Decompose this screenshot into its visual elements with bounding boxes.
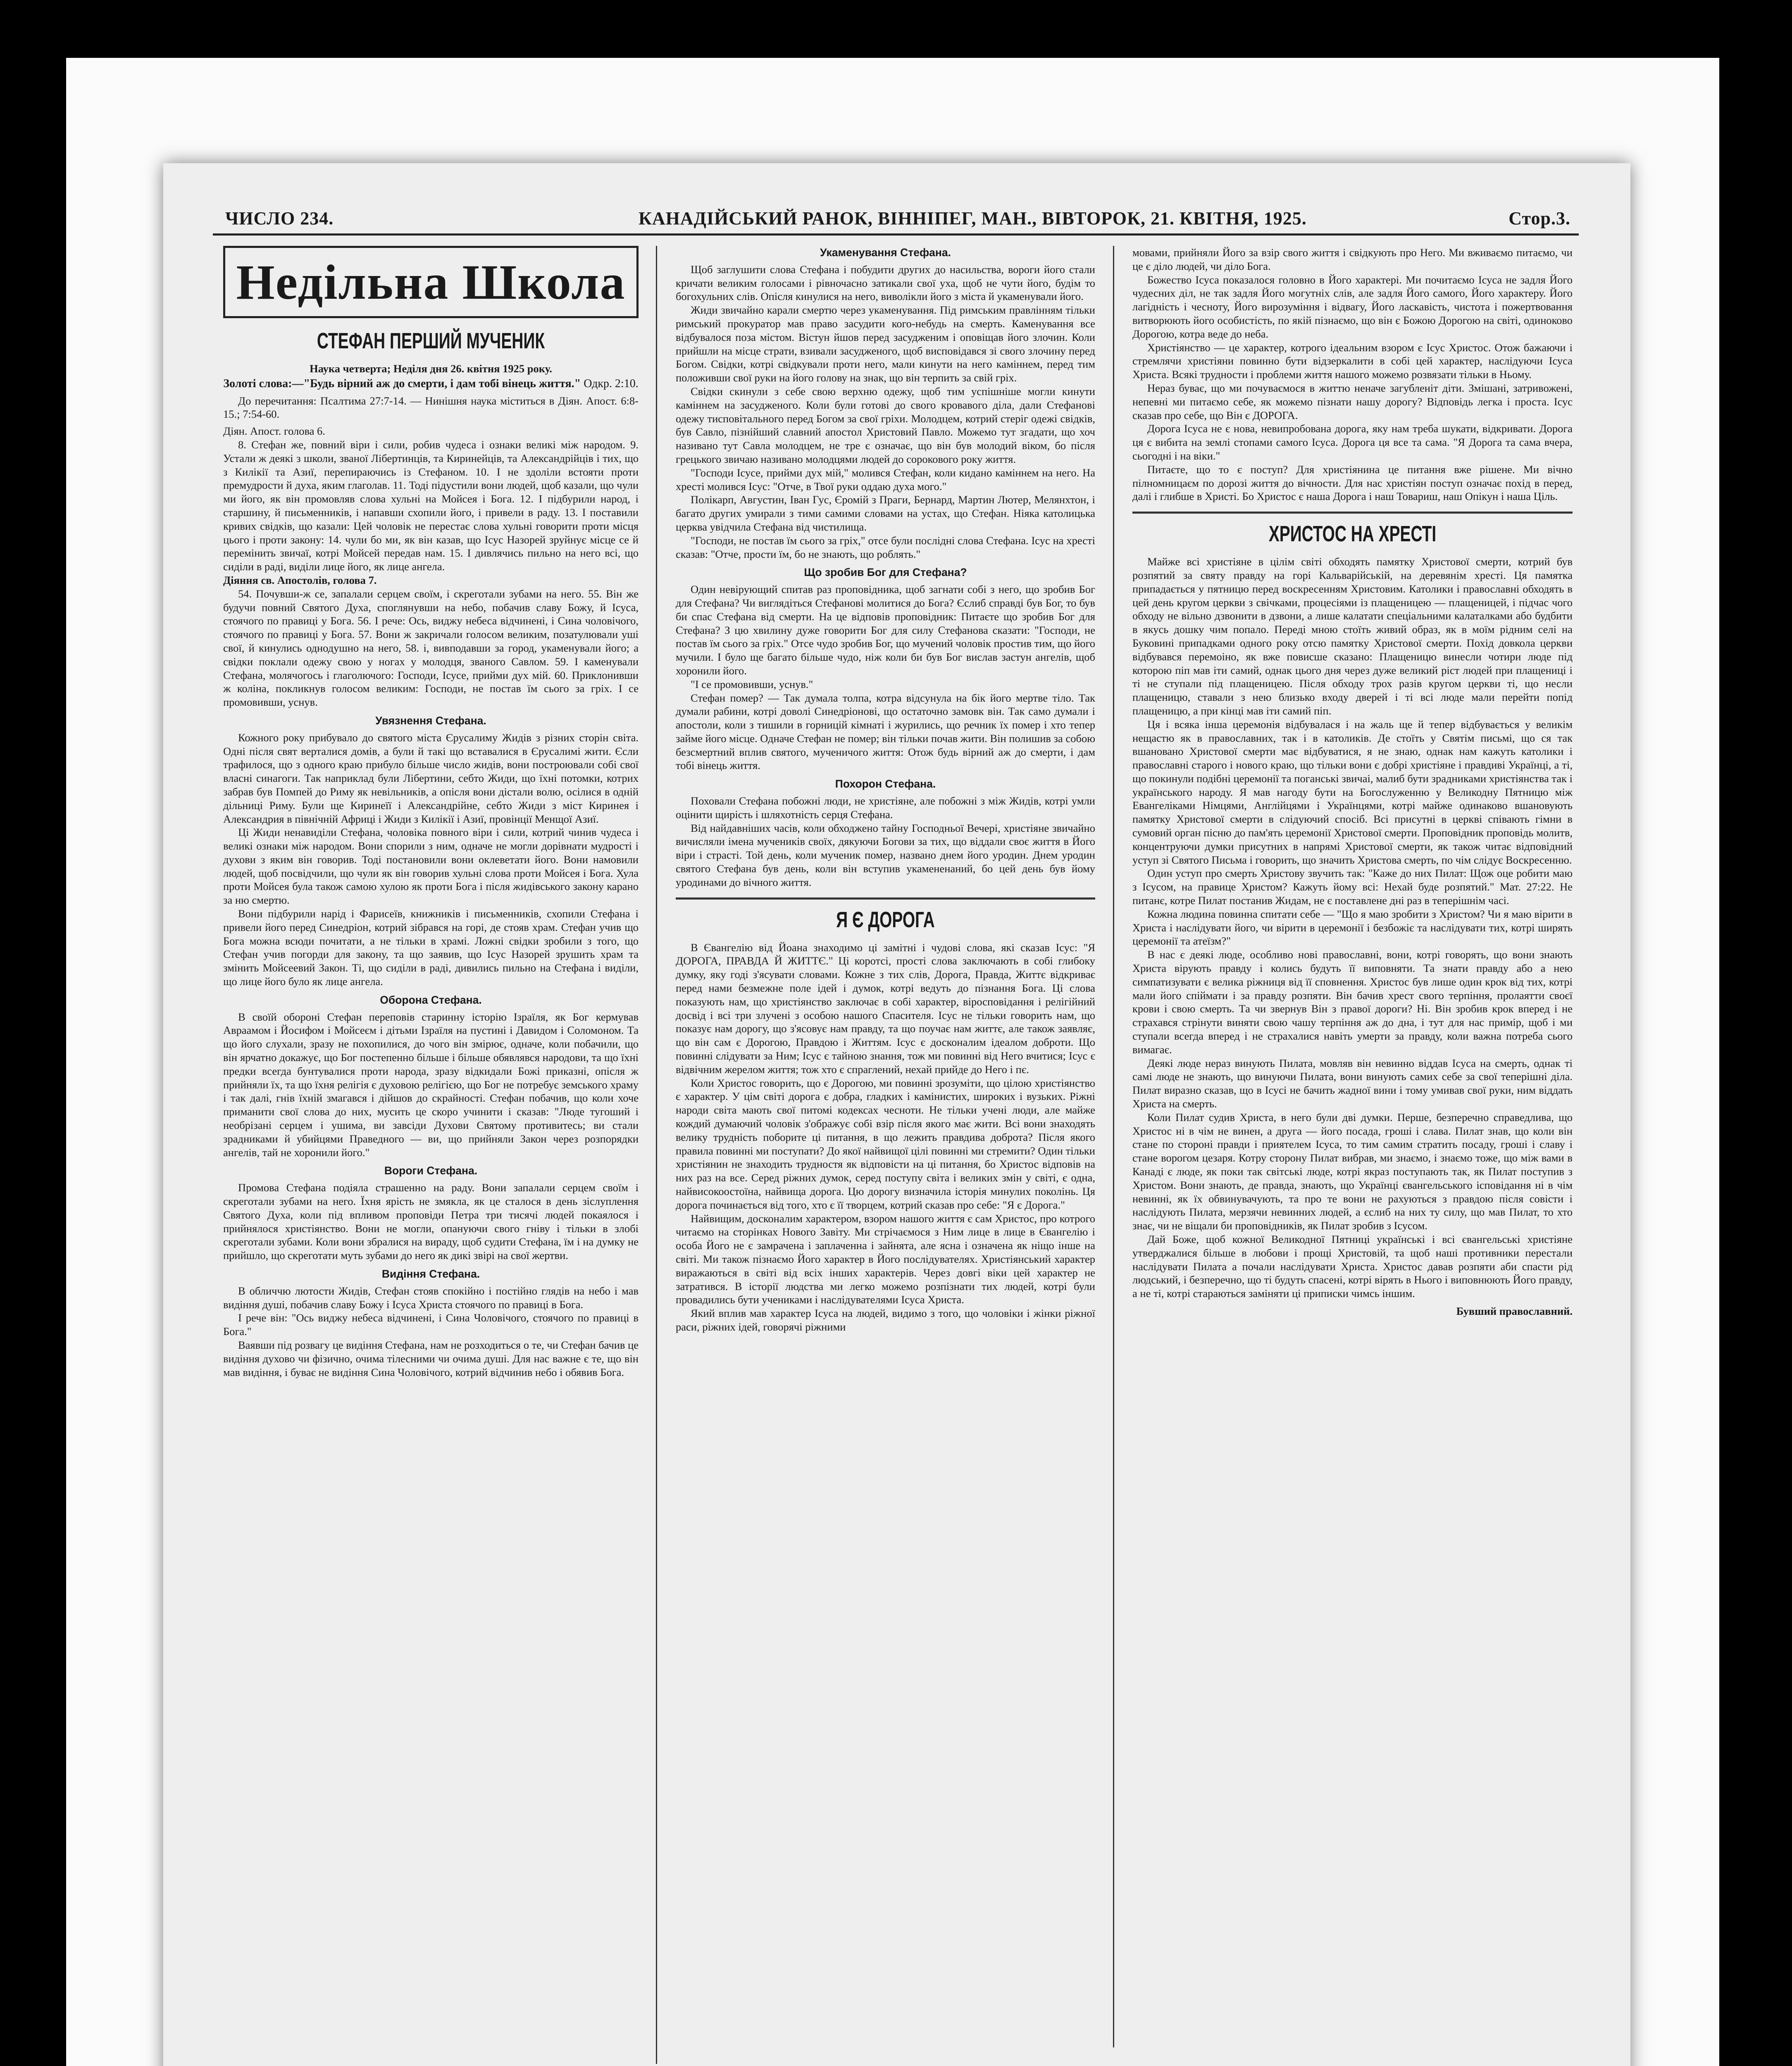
page-number: Стор.3. [1508, 208, 1570, 228]
column-rule [656, 246, 657, 2064]
paragraph: Ця і всяка інша церемонія відбувалася і на жаль ще й тепер відбувається у великім нещастю як в православних, так і в католиків. Де стоїть у Святім письмі, що ся так вшановано Христової смерти має відбуватися, я не знаю, однак нам кажуть католики і православні старого і нового краю, що тільки вони є добрі христіяне і правдиві Українці, а ті, що покинули подібні церемонії та поганські звичаі, малиб бути зрадниками христіянства так і українського народу. Я мав нагоду бути на Богослуженню у Великодну Пятницю між Евангеліками Німцями, Англійцями і Українцями, котрі майже одинаково вшановують памятку Христової смерти в слідуючий спосіб. Всі присутні в церкві співають гімни в сумовий орган пісню до пам'ять церемонії Христової смерти. Проповідник проповідь молитв, концентруючи думки присутних в напрямі Христової смерти, як також читає відповідний уступ зі Святого Письма і говорить, що значить Христова смерть, по чім слідує Воскресенню. [1132, 718, 1573, 866]
column-left [223, 246, 639, 2066]
section-heading: Вороги Стефана. [384, 1164, 478, 1177]
paragraph: Свідки скинули з себе свою верхню одежу, щоб тим успішніше могли кинути каміннем на засудженого. Коли були готові до свого кровавого діла, дали Стефанові одежу тисповітального перед Богом за свої гріхи. Молодцем, котрий стеріг одежі свідків, був Савло, пізнійший славний апостол Христовий Павло. Можемо тут згадати, що хоч називано тут Савла молодцем, не тре є означає, що він був молодий віком, бо після грецького звичаю називано молодцями людей до сорокового року життя. [676, 385, 1095, 465]
paragraph: В нас є деякі люде, особливо нові православні, вони, котрі говорять, що вони знають Христа вірують правду і колись будуть її виповняти. Та знати правду або а нею симпатизувати є велика ріжниця від її сповнення. Христос був лише один крок від тих, котрі мали його спіймати і за правду розпяти. Він бачив хрест свого терпіння, пролаятти своєї крови і свою смерть. Та чи звернув Він з правої дороги? Ні. Він зробив крок вперед і не страхався стрінути виняти свою чашу терпіння аж до дна, і тут для нас примір, щоб і ми ступали всегда вперед і не страхалися навіть умерти за правду, коли важна потреба сього вимагає. [1132, 948, 1573, 1056]
masthead: КАНАДІЙСЬКИЙ РАНОК, ВІННІПЕГ, МАН., ВІВТОРОК, 21. КВІТНЯ, 1925. [639, 208, 1307, 228]
paragraph: Майже всі христіяне в цілім світі обходять памятку Христової смерти, котрий був розпятий за святу правду на горі Кальварійській, на деревянім хресті. Ця памятка припадається у пятницю перед воскресенням Христовим. Католики і православні обходять в цей день кругом церкви з свічками, процесіями із плащеницею — плащеницей, і підчас чого обходу не вільно дзвонити в дзвони, а лише калатати спеціальними калаталками або будбити в якусь дошку чим попало. Переді мною стоїть живий образ, як в моїм рідним селі на Буковині припадками одного року отсю памятку Христової смерти. Похід довкола церкви відбувався перемоіно, як вже повисше сказано: Плащеницю винесли чотири люде під которою піп мав іти самий, однак цього дня через дуже великий ріст людей при плащениці і ті не ступали під плащеницею. Після обходу трох разів кругом церкви ті, що несли плащеницю, ставали з нею близько входу дверей і ті всі люде мали перейти попід плащеницю, а при кінці мав іти самий піп. [1132, 555, 1573, 717]
page-header [213, 208, 1579, 236]
issue-number: ЧИСЛО 234. [225, 208, 334, 228]
paragraph: Деякі люде нераз винують Пилата, мовляв він невинно віддав Ісуса на смерть, однак ті самі люде не знають, що винуючи Пилата, вони винують самих себе за свої теперішні діла. Пилат виразно сказав, що в Ісусі не бачить жадної вини і тому умивав свої руки, ним віддать Христа на смерть. [1132, 1057, 1573, 1110]
section-heading: Похорон Стефана. [835, 778, 936, 790]
paragraph: Один невірующий спитав раз проповідника, щоб загнати собі з него, що зробив Бог для Стефана? Чи виглядіться Стефанові молитися до Бога? Єслиб справді був Бог, то був би спас Стефана від смерти. На це відповів проповідник: Питаєте що зробив Бог для Стефана? З цю хвилину дуже говорити Бог для силу Стефанова сказати: "Господи, не постав їм сього за гріх." Отсе чудо зробив Бог, що мучений чоловік простив тим, що його мучили. І було ще багато більше чудо, ніж коли би був Бог вислав застун ангелів, щоб хоронили його. [676, 583, 1095, 677]
article-separator [676, 897, 1095, 900]
article-headline: ХРИСТОС НА ХРЕСТІ [1268, 521, 1437, 547]
golden-text [223, 377, 639, 391]
paragraph: Ці Жиди ненавиділи Стефана, чоловіка повного віри і сили, котрий чинив чудеса і великі ознаки між народом. Вони спорили з ним, одначе не могли дорівнати мудрості і духови з яким він говорив. Тоді постановили вони оклеветати його. Вони намовили людей, щоб посвідчили, що чули як він говорив хульні слова проти Мойсея і Бога. Хула проти Мойсея була також самою хулою як проти Бога і після жидівського закону карано за ню смертю. [223, 826, 639, 907]
sunday-school-title: Недільна Школа [236, 254, 626, 309]
lesson-line: Наука четверта; Неділя дня 26. квітня 1925 року. [310, 362, 552, 375]
sunday-school-box [223, 246, 639, 318]
golden-text-quote: Золоті слова:—"Будь вірний аж до смерти, і дам тобі вінець життя." [223, 377, 581, 390]
paragraph: Від найдавніших часів, коли обходжено тайну Господньої Вечері, христіяне звичайно вичисляли імена мучеників своїх, дякуючи Богови за тих, що віддали своє життя в Його віри і страсті. Той день, коли мученик помер, названо днем його уродин. Днем уродин святого Стефана був день, коли він вступив укамененаний, бо цей день був йому уродинами до вічного життя. [676, 821, 1095, 888]
paragraph: Коли Пилат судив Христа, в него були дві думки. Перше, безперечно справедлива, що Христос ні в чім не винен, а друга — його посада, гроші і слава. Пилат знав, що коли він стане по стороні правди і приятелем Ісуса, то тим самим стратить посаду, гроші і славу і стане ворогом цезаря. Котру сторону Пилат вибрав, ми знаємо, і знаємо тоже, що між вами в Канаді є люде, як поки так світські люде, котрі якраз поступають так, як Пилат поступив з Христом. Вони знають, де правда, знають, що Українці євангельського ісповідання ні в чім невинні, як їх обвинувачують, та про те вони не рахуються з правдою після совісти і наслідують Пилата, мерзячи невинних людей, а єслиб на них ту силу, що мав Пилат, то хто знає, чи не віщали би проповідників, як Пилат зробив з Ісусом. [1132, 1111, 1573, 1232]
paragraph: Один уступ про смерть Христову звучить так: "Каже до них Пилат: Щож оце робити маю з Ісусом, на правице Христом? Кажуть йому всі: Нехай буде розпятий." Мат. 27:22. Не питанє, котре Пилат постанив Жидам, не є поставлене дні раз в теперішнім часі. [1132, 867, 1573, 907]
paragraph: Який вплив мав характер Ісуса на людей, видимо з того, що чоловіки і жінки ріжної раси, ріжних ідей, говорячі ріжними [676, 1307, 1095, 1333]
paragraph: Божество Ісуса показалося головно в Його характері. Ми почитаємо Ісуса не задля Його чудесних діл, не так задля Його могутніх слів, але задля Його самого, Його характеру. Його лагідність і чесноту, Його вирозуміння і відвагу, Його ласкавість, чистота і пожертвовання витворюють його особистість, по якій пізнаємо, що він є Божою Дорогою на світі, одиноково Дорогою, котра веде до неба. [1132, 273, 1573, 340]
paragraph: Вони підбурили нарід і Фарисеїв, книжників і письменників, схопили Стефана і привели його перед Синедріон, котрий зібрався на горі, де стояв храм. Стефан учив що Бога можна всюди почитати, а не тільки в храмі. Ложні свідки зробили з того, що Стефан учив погорди для закону, та що заявив, що Ісус Назорей зрушить храм та змінить Мойсеевий Закон. Ті, що сиділи в раді, дивились пильно на Стефана і виділи, що лице його було як лице ангела. [223, 907, 639, 988]
paragraph: Полікарп, Августин, Іван Гус, Єромій з Праги, Бернард, Мартин Лютер, Мелянхтон, і багато других умирали з тими самими словами на устах, що Стефан. Ніяка католицька церква увідчила Стефана від чистилища. [676, 493, 1095, 533]
chapter-label: Діяння св. Апостолів, голова 7. [223, 574, 377, 586]
paragraph: Промова Стефана подіяла страшенно на раду. Вони запалали серцем своїм і скреготали зубами на него. Їхня ярість не змякла, як це сталося в день зіслуплення Святого Духа, коли під впливом проповіди Петра три тисячі людей покаялося і прийнялося христіянство. Вони не могли, опануючи свого гніву і тільки в злобі скреготали зубами. Коли вони збралися на вираду, щоб судити Стефана, їм і на думку не прийшло, що скреготати муть зубами до него як дикі звірі на свої жертви. [223, 1181, 639, 1262]
paragraph: Кожного року прибувало до святого міста Єрусалиму Жидів з різних сторін світа. Одні після свят верталися домів, а були й такі що вставалися в Єрусалимі жити. Єсли трафилося, що з одного краю прибуло більше число жидів, вони построювали собі свої власні синагоги. Так наприклад були Лібертини, себто Жиди, що їхні потомки, котрих забрав був Помпей до Риму як невільників, а опісля вони дістали волю, осілися в одній дільниці Риму. Були ще Киринеїї і Александрійне, себто Жиди з міст Киринея і Александрия в північній Африці і Жиди з Килікії і Азиї, провінції Менщої Азиї. [223, 731, 639, 825]
paragraph: В своїй обороні Стефан переповів старинну історію Ізраїля, як Бог кермував Авраамом і Йосифом і Мойсеєм і дітьми Ізраїля на пустині і Давидом і Соломоном. Та що його слухали, зразу не похопилися, до чого він змірює, одначе, коли побачили, що він ярчатно докажує, що Бог постепенно більше і більше обявлявся народови, та що їхні предки всегда бунтувалися проти народа, зразу відкидали Божі приказні, опісля ж прийняли їх, та що їхня релігія є духовою релігією, що Бог не потребує земського храму і так далі, гнів їхній змагався і дійшов до скрайності. Стефан побачив, що коли хоче приманити свої слова до них, мусить це скоро учинити і сказав: "Люде тугоший і необрізані серцем і ушима, ви завсіди Духови Святому противитесь; ви стали зрадниками й убийцями Праведного — ви, що прийняли Закон через розпорядки ангелів, тай не хоронили його." [223, 1010, 639, 1159]
article-separator [1132, 512, 1573, 514]
paragraph: Стефан помер? — Так думала толпа, котра відсунула на бік його мертве тіло. Так думали рабини, котрі доволі Синедріонові, що остаточно замовк він. Так само думали і апостоли, коли з тишили в горницій кімнаті і журились, що речник їх помер і хто тепер займе його місце. Одначе Стефан не помер; він тільки почав жити. Він полишив за собою безсмертний вплив святого, мученичого життя: Отож будь вірний аж до смерти, і дам тобі вінець життя. [676, 691, 1095, 772]
paragraph: Питаєте, що то є поступ? Для христіянина це питання вже рішене. Ми вічно пілномницаєм по дорозі життя до вічности. Для нас христіян поступ означає похід в перед, далі і глибше в Христі. Бо Христос є наша Дорога і наш Товариш, наш Опікун і наша Ціль. [1132, 463, 1573, 503]
paragraph: "І се промовивши, уснув." [691, 678, 813, 690]
column-rule [1113, 246, 1114, 2047]
paragraph: Щоб заглушити слова Стефана і побудити других до насильства, вороги його стали кричати великим голосами і рівночасно затикали свої уха, щоб не чути його, будім то богохульних слів. Опісля кинулися на него, виволікли його з міста й укаменували його. [676, 263, 1095, 303]
scripture-paragraph: 8. Стефан же, повний віри і сили, робив чудеса і ознаки великі між народом. 9. Устали ж деякі з школи, званої Лібертинців, та Киринейців, та Александрійців і тих, що з Килікії та Азиї, перепираючись із Стефаном. 10. І не здоліли встояти проти премудрости й духа, яким глаголав. 11. Тоді підустили вони людей, щоб казали, що чули ми його, як він промовляв слова хульні на Мойсея і Бога. 12. І підбурили народ, і старшину, й письменників, і напавши схопили його, і привели в раду. 13. І поставили кривих свідків, що казали: Цей чоловік не перестає слова хульні говорити проти місця цього і проти закону: 14. чули бо ми, як він казав, що Ісус Назорей зруйнує місце се й перемінить звичаї, котрі Мойсей передав нам. 15. І дивлячись пильно на него всі, що сиділи в раді, виділи лице його, як лице ангела. [223, 438, 639, 573]
section-heading: Що зробив Бог для Стефана? [804, 566, 967, 579]
paragraph: Нераз буває, що ми почуваємося в життю неначе загубленіт діти. Змішані, затривожені, непевні ми питаємо себе, як можемо пізнати нашу дорогу? Відповідь легка і проста. Ісус сказав про себе, що Він є ДОРОГА. [1132, 381, 1573, 421]
lesson-headline: СТЕФАН ПЕРШИЙ МУЧЕНИК [317, 328, 545, 353]
paragraph: І рече він: "Ось виджу небеса відчинені, і Сина Чоловічого, стоячого по правиці в Бога." [223, 1311, 639, 1338]
scripture-paragraph: 54. Почувши-ж се, запалали серцем своїм, і скреготали зубами на него. 55. Він же будучи повний Святого Духа, споглянувши на небо, побачив славу Божу, й Ісуса, стоячого по правиці у Бога. 56. І рече: Ось, виджу небеса відчинені, і Сина чоловічого, стоячого по правиці у Бога. 57. Вони ж закричали голосом великим, позатулювали уші свої, й кинулись однодушно на него, 58. і, вивподавши за город, укаменували його; а свідки поклали одежу свою у ногах у молодця, званого Савлом. 59. І каменували Стефана, молячогось і глаголючого: Господи, Ісусе, прийми дух мій. 60. Приклонивши ж коліна, покликнув голосом великим: Господи, не постав їм сього за гріх. І се промовивши, уснув. [223, 587, 639, 709]
golden-text-reference: Одкр. 2:10. [584, 377, 639, 390]
paragraph: Ваявши під розвагу це видіння Стефана, нам не розходиться о те, чи Стефан бачив це видіння духово чи фізично, очима тілесними чи очима душі. Для нас важне є те, що він мав видіння, і буває не видіння Сина Чоловічого, котрий відчинив небо і обявив Бога. [223, 1338, 639, 1378]
paragraph: "Господи, не постав їм сього за гріх," отсе були послідні слова Стефана. Ісус на хресті сказав: "Отче, прости їм, бо не знають, що роблять." [676, 534, 1095, 560]
paragraph: Дай Боже, щоб кожної Великодної Пятниці українські і всі євангельські христіяне утверджалися більше в любови і прощі Христовій, та щоб наші противники перестали наслідувати Пилата а почали наслідувати Христа. Христос давав розпяти аби спасти рід людський, і безперечно, що ті будуть спасені, котрі вірять в Нього і виповнюють Його правду, а не ті, котрі стараються заміняти ці приписки чимсь іншим. [1132, 1233, 1573, 1300]
article-headline: Я Є ДОРОГА [836, 907, 935, 932]
paragraph: В Євангелію від Йоана знаходимо ці замітні і чудові слова, які сказав Ісус: "Я ДОРОГА, ПРАВДА Й ЖИТТЄ." Ці коротсі, прості слова заключають в собі глибоку думку, яку годі з'ясувати словами. Кожне з тих слів, Дорога, Правда, Життє відкриває перед нами безмежне поле ідей і думок, котрі ведуть до пізнання Бога. Ці слова показують нам, що христіянство заключає в собі характер, віросповідання і релігійний досвід і всі три злучені з особою нашого Спасителя. Ісус не тільки говорить нам, що показує нам дорогу, що з'ясовує нам правду, та що поучає нам життє, але також заявляє, що він сам є Дорогою, Правдою і Життям. Ісус є досконалим ідеалом доброти. Що повинні слідувати за Ним; Ісус є тайною знання, тож ми повинні від Него вчитися; Ісус є відвічним жерелом життя; тож хто є спраглений, нехай прийде до Него і пє. [676, 941, 1095, 1076]
paragraph: Жиди звичайно карали смертю через укаменування. Під римським правлінням тільки римський прокуратор мав право засудити кого-небудь на смерть. Каменування все відбувалося поза містом. Вістун йшов перед засудженим і оповіщав його злочин. Коли прийшли на місце страти, взивали засудженого, щоб висповідався зі свого злочину перед Богом. Свідки, котрі свідкували проти него, мали кинути на него каміннем, перед тим положивши свої руки на його голову на знак, що він терпить за свій гріх. [676, 304, 1095, 384]
paragraph: Поховали Стефана побожні люди, не христіяне, але побожні з між Жидів, котрі умли оцінити щирість і шляхотність серця Стефана. [676, 795, 1095, 821]
chapter-label: Діян. Апост. голова 6. [223, 425, 325, 438]
paragraph: "Господи Ісусе, прийми дух мій," молився Стефан, коли кидано каміннем на него. На хресті молився Ісус: "Отче, в Твої руки оддаю духа мого." [676, 466, 1095, 493]
paragraph: мовами, прийняли Його за взір свого життя і свідкують про Него. Ми вживаємо питаємо, чи це є діло людей, чи діло Бога. [1132, 246, 1573, 272]
newspaper-page [163, 163, 1630, 2066]
paragraph: Христіянство — це характер, котрого ідеальним взором є Ісус Христос. Отож бажаючи і стремлячи христіяни повинно бути відзеркалити в собі цей характер, наслідуючи Ісуса Христа. Всякі трудности і проблеми життя нашого можемо розвязати тільки в Ньому. [1132, 341, 1573, 381]
section-heading: Видіння Стефана. [381, 1268, 480, 1280]
paragraph: Коли Христос говорить, що є Дорогою, ми повинні зрозуміти, що цілою христіянство є характер. У цім світі дорога є добра, гладких і камінистих, широких і вузьких. Ріжні народи світа мають свої питомі кодексах чесноти. Не тільки учені люди, але майже кождий думаючий чоловік з'ображує собі взір після якого має жити. Всі вони знаходять велику трудність поборите ці питання, в що лежить правдива доброта? Після якого правила повинні ми поступати? До якої найвищої цілі повинні ми стремити? Один тільки христіянин не знаходить трудностя як відповісти на ці питання, бо Христос відповів на них раз на все. Серед ріжних думок, серед поступу світа і великих змін у світі, є одна, найвисокоостоїна, найвища дорога. Цю дорогу визначила історія минулих поколінь. Ця дорога починається від того, хто є її творцем, котрий сказав про себе: "Я є Дорога." [676, 1076, 1095, 1211]
column-right [1132, 246, 1573, 2066]
section-heading: Оборона Стефана. [380, 993, 482, 1006]
reading-list: До перечитання: Псалтима 27:7-14. — Нинішня наука міститься в Дiян. Апост. 6:8-15.; 7:54-60. [223, 394, 639, 421]
paragraph: Найвищим, досконалим характером, взором нашого життя є сам Христос, про котрого читаємо на сторінках Нового Завіту. Ми стрічаємося з Ним лице в лице в Євангелію і особа Його не є замрачена і заплаченна і зайнята, але ясна і означена як ніщо інше на світі. Ми також пізнаємо Його характер в Його послідувателях. Христіянський характер виражаються в світі від всіх інших характерів. Через довгі віки цей характер не затратився. В історії людства ми легко можемо розпізнати тих людей, котрі були провадились бути учениками і наслідувателями Ісуса Христа. [676, 1212, 1095, 1306]
paragraph: Кожна людина повинна спитати себе — "Що я маю зробити з Христом? Чи я маю вірити в Христа і наслідувати його, чи вірити в церемонії і безбожіє та наслідувати тих, котрі ширять церемонії та атеїзм?" [1132, 907, 1573, 947]
paragraph: Дорога Ісуса не є нова, невипробована дорога, яку нам треба шукати, відкривати. Дорога ця є вибита на землі стопами самого Ісуса. Дорога ця все та сама. "Я Дорога та сама вчера, сьогодні і на віки." [1132, 422, 1573, 462]
section-heading: Увязнення Стефана. [375, 714, 486, 727]
paragraph: В обличчю лютости Жидів, Стефан стояв спокійно і постійно глядів на небо і мав видіння душі, побачив славу Божу і Ісуса Христа стоячого по правиці в Бога. [223, 1284, 639, 1311]
column-middle [676, 246, 1095, 2064]
section-heading: Укаменування Стефана. [820, 246, 951, 259]
author-signature: Бувший православний. [1456, 1304, 1573, 1317]
